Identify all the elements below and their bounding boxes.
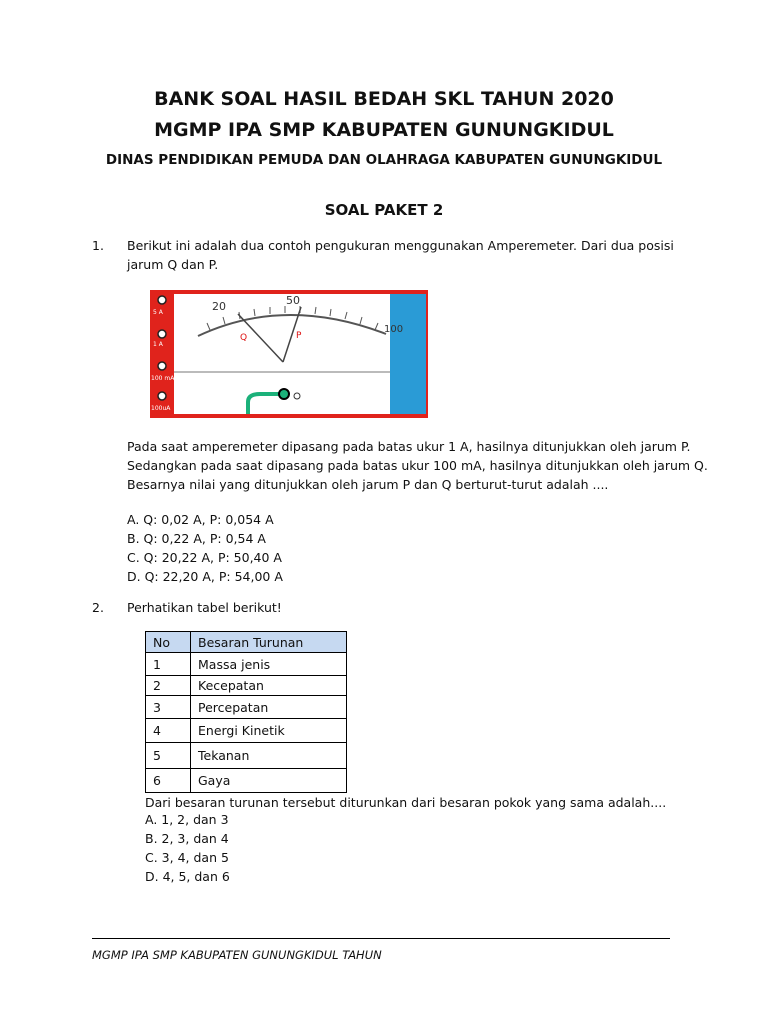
question-2-text: Perhatikan tabel berikut! [127,600,282,615]
scale-label-20: 20 [212,300,226,313]
table-cell-besaran: Kecepatan [191,676,347,696]
table-header-no: No [146,632,191,653]
question-1-paragraph-line: Pada saat amperemeter dipasang pada batas ukur 1 A, hasilnya ditunjukkan oleh jarum P. [127,439,691,454]
scale-label-100: 100 [384,324,404,335]
option-c[interactable]: C. 3, 4, dan 5 [145,850,229,865]
document-subtitle: MGMP IPA SMP KABUPATEN GUNUNGKIDUL [154,119,614,141]
table-row [146,696,347,719]
table-cell-besaran: Massa jenis [191,653,347,676]
besaran-turunan-table [145,631,347,793]
question-1-text-line: jarum Q dan P. [127,257,219,272]
option-b[interactable]: B. Q: 0,22 A, P: 0,54 A [127,531,266,546]
cable-plug [279,389,289,399]
table-row [146,769,347,793]
question-1-text-line: Berikut ini adalah dua contoh pengukuran menggunakan Amperemeter. Dari dua posisi [127,238,674,253]
question-2-prompt: Dari besaran turunan tersebut diturunkan dari besaran pokok yang sama adalah.... [145,795,667,810]
question-1-paragraph [127,437,727,494]
option-c[interactable]: C. Q: 20,22 A, P: 50,40 A [127,550,282,565]
table-cell-no: 6 [146,769,191,793]
meter-side-panel [390,294,426,414]
range-label-100ua: 100uA [151,405,171,412]
table-cell-no: 5 [146,743,191,769]
option-a[interactable]: A. 1, 2, dan 3 [145,812,229,827]
table-cell-besaran: Percepatan [191,696,347,719]
output-terminal [294,393,300,399]
amperemeter-image [150,290,428,418]
table-cell-no: 1 [146,653,191,676]
question-1-number: 1. [92,238,104,253]
range-label-1a: 1 A [153,341,163,348]
question-1-paragraph-line: Sedangkan pada saat dipasang pada batas ukur 100 mA, hasilnya ditunjukkan oleh jarum Q. [127,458,708,473]
option-b[interactable]: B. 2, 3, dan 4 [145,831,229,846]
needle-label-q: Q [240,333,248,343]
paket-heading: SOAL PAKET 2 [324,201,444,219]
table-cell-besaran: Gaya [191,769,347,793]
needle-label-p: P [296,331,302,341]
table-cell-no: 4 [146,719,191,743]
option-d[interactable]: D. 4, 5, dan 6 [145,869,230,884]
document-title: BANK SOAL HASIL BEDAH SKL TAHUN 2020 [154,88,614,110]
scale-label-50: 50 [286,294,300,307]
table-row [146,743,347,769]
table-row [146,719,347,743]
table-header-row [146,632,347,653]
table-row [146,653,347,676]
table-cell-besaran: Energi Kinetik [191,719,347,743]
option-d[interactable]: D. Q: 22,20 A, P: 54,00 A [127,569,283,584]
table-cell-no: 3 [146,696,191,719]
question-2-options [145,810,230,886]
range-label-5a: 5 A [153,309,163,316]
question-1-paragraph-line: Besarnya nilai yang ditunjukkan oleh jarum P dan Q berturut-turut adalah .... [127,477,609,492]
footer-text: MGMP IPA SMP KABUPATEN GUNUNGKIDUL TAHUN [92,948,382,962]
question-2-number: 2. [92,600,104,615]
table-header-besaran: Besaran Turunan [191,632,347,653]
question-1-options [127,510,283,586]
footer-divider [92,938,670,939]
institution-name: DINAS PENDIDIKAN PEMUDA DAN OLAHRAGA KABUPATEN GUNUNGKIDUL [105,152,663,168]
table-cell-no: 2 [146,676,191,696]
table-cell-besaran: Tekanan [191,743,347,769]
range-label-100ma: 100 mA [151,375,175,382]
question-1-text [127,236,687,274]
option-a[interactable]: A. Q: 0,02 A, P: 0,054 A [127,512,274,527]
table-row [146,676,347,696]
